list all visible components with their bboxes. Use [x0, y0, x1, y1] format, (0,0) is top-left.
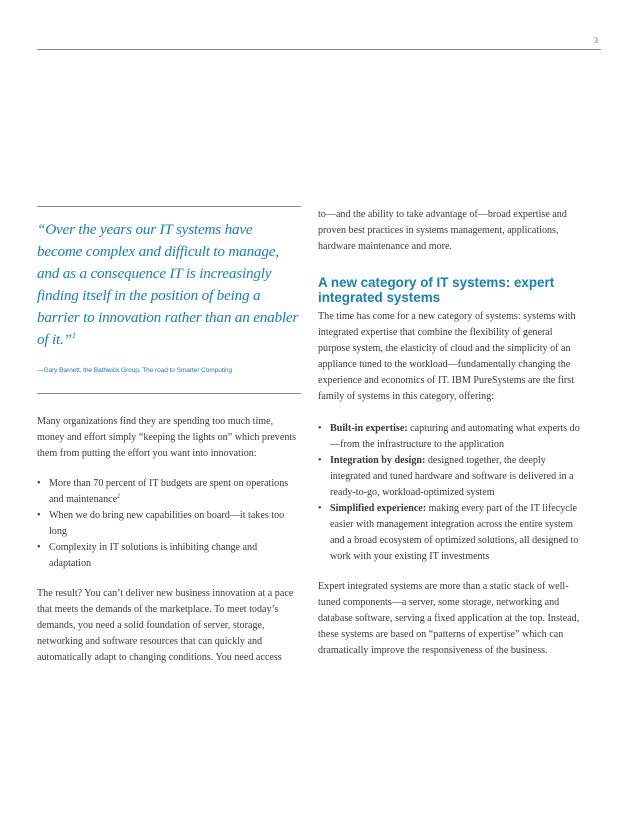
quote-attribution: —Gary Barnett, the Bathwick Group, The road to Smarter Computing [37, 367, 233, 374]
list-item-text: designed together, the deeply integrated and tuned hardware and software is delivered in a ready-to-go, workload-optimized system [330, 455, 574, 498]
list-item [37, 476, 301, 508]
list-item-text: When we do bring new capabilities on board—it takes too long [49, 510, 285, 537]
list-item [318, 421, 584, 453]
result-paragraph: The result? You can’t deliver new business innovation at a pace that meets the demands of the marketplace. To meet today’s demands, you need a solid foundation of server, storage, networking and software resources that can quickly and automatically adapt to changing conditions. You need access [37, 588, 294, 663]
list-item-term: Integration by design: [330, 455, 426, 466]
list-item-text: Complexity in IT solutions is inhibiting change and adaptation [49, 542, 258, 569]
right-column [318, 207, 584, 659]
pull-quote-footnote: 1 [71, 330, 76, 340]
continuation-paragraph: to—and the ability to take advantage of—broad expertise and proven best practices in systems management, applications, hardware maintenance and more. [318, 209, 567, 252]
list-item [37, 540, 301, 572]
intro-paragraph: Many organizations find they are spending too much time, money and effort simply “keeping the lights on” which prevents them from putting the effort you want into innovation: [37, 416, 297, 459]
challenges-list [37, 476, 301, 572]
list-item-text: capturing and automating what experts do—from the infrastructure to the application [330, 423, 580, 450]
left-column [37, 206, 301, 666]
section-paragraph: The time has come for a new category of systems: systems with integrated expertise that combine the flexibility of general purpose system, the elasticity of cloud and the simplicity of an appliance tuned to the workload—fundamentally changing the experience and economics of IT. IBM PureSystems are the first family of systems in this category, offering: [318, 311, 576, 402]
section-heading: A new category of IT systems: expert integrated systems [318, 275, 555, 305]
quote-divider-bottom [37, 393, 301, 394]
quote-divider-top [37, 206, 301, 207]
list-item-text: More than 70 percent of IT budgets are spent on operations and maintenance [49, 478, 289, 505]
list-item-term: Simplified experience: [330, 503, 427, 514]
pull-quote [37, 219, 301, 351]
offerings-list [318, 421, 584, 565]
header-divider [37, 49, 601, 50]
page-number: 3 [594, 36, 598, 45]
list-item [37, 508, 301, 540]
list-item [318, 453, 584, 501]
list-item-text: making every part of the IT lifecycle easier with management integration across the entire system and a broad ecosystem of optimized solutions, all designed to work with your existing IT investments [330, 503, 579, 562]
list-item [318, 501, 584, 565]
list-item-term: Built-in expertise: [330, 423, 408, 434]
pull-quote-text: “Over the years our IT systems have become complex and difficult to manage, and as a consequence IT is increasingly finding itself in the position of being a barrier to innovation rather than an enabler of it.” [37, 221, 299, 348]
closing-paragraph: Expert integrated systems are more than a static stack of well-tuned components—a server, some storage, networking and database software, serving a fixed application at the top. Instead, these systems are based on “patterns of expertise” which can dramatically improve the responsiveness of the business. [318, 581, 580, 656]
footnote-marker: 2 [117, 493, 121, 500]
